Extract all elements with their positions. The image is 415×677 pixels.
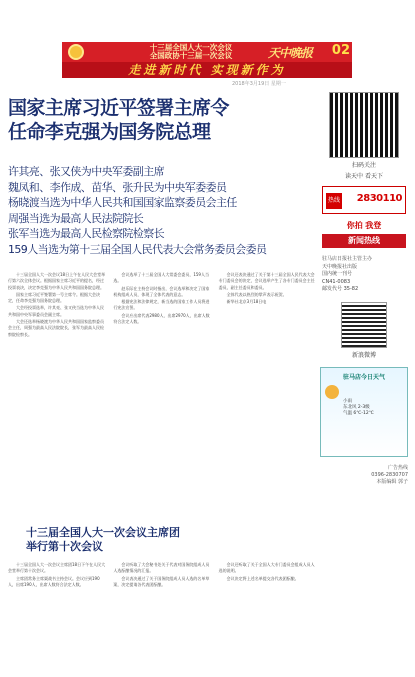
qr2-caption: 新浪微博 (351, 351, 376, 359)
second-column-3 (219, 562, 318, 677)
paragraph: 会议还听取了关于全国人大专门委员会组成人员人选的说明。 (218, 562, 315, 574)
paragraph: 会议表决通过了关于国务院组成人员人选的名单草案，决定提请各代表团酝酿。 (113, 575, 210, 587)
paragraph: 大会还选举杨晓渡为中华人民共和国国家监察委员会主任，周强为最高人民法院院长，张军为最高人民检察院检察长。 (8, 319, 104, 337)
paragraph: 十三届全国人大一次会议18日上午在人民大会堂举行第六次全体会议。根据国家主席习近平的提名，经过投票表决，决定李克强为中华人民共和国国务院总理。 (8, 272, 106, 290)
info-line: CN41-0083 (322, 278, 351, 285)
info-line: 邮发代号 35-82 (322, 286, 359, 292)
paragraph: 新华社北京3月18日电 (226, 299, 267, 305)
subhead-2: 魏凤和、李作成、苗华、张升民为中央军委委员 (8, 180, 227, 194)
masthead-slogan: 走进新时代 实现新作为 (62, 62, 352, 78)
hotline-tag: 热线 (326, 193, 342, 209)
paragraph: 赵乐际在主持会议时指出，会议选举和决定了国家机构组成人员，体现了全体代表的意志。 (113, 285, 210, 297)
slogan-pre: 你拍 (346, 221, 363, 230)
bottom-line: 0396-2830707 (371, 471, 408, 478)
paragraph: 十三届全国人大一次会议主席团18日下午在人民大会堂举行第十次会议。 (8, 562, 106, 574)
info-line: 驻马店日报社主管主办 (322, 256, 373, 262)
sidebar-slogan (322, 220, 406, 231)
subhead-5: 张军当选为最高人民检察院检察长 (8, 227, 164, 240)
masthead (62, 42, 352, 78)
second-column-2 (113, 562, 212, 677)
bottom-line: 广告热线 (387, 464, 408, 471)
masthead-session-text (136, 44, 246, 60)
paragraph: 会议还表决通过了关于第十三届全国人民代表大会专门委员会的决定，会议选举产生了各专门委员会主任委员、副主任委员和委员。 (218, 272, 315, 290)
weather-row: 气温 6℃-12℃ (343, 410, 374, 416)
masthead-line-2: 全国政协十三届一次会议 (149, 51, 233, 60)
bottom-line: 本版编辑 郭子 (376, 478, 408, 485)
page-number: 02 (331, 43, 350, 58)
publisher-info (322, 256, 406, 294)
body-column-2 (113, 272, 212, 507)
info-line: 国内统一刊号 (322, 271, 353, 277)
slogan-mid: 我登 (365, 221, 382, 230)
subhead-3: 杨晓渡当选为中华人民共和国国家监察委员会主任 (8, 196, 237, 209)
body-column-1 (8, 272, 107, 507)
second-headline-line-1: 十三届全国人大一次会议主席团 (26, 526, 180, 539)
paragraph: 主席团常务主席栗战书主持会议。会议应到190人，出席190人，出席人数符合法定人数。 (8, 575, 100, 587)
weather-row: 东北风 2-3级 (343, 404, 370, 410)
second-headline (26, 526, 180, 554)
weather-title: 驻马店今日天气 (342, 373, 385, 381)
emblem-icon (68, 44, 84, 60)
qr-caption: 扫码关注 (351, 162, 376, 169)
masthead-brand: 天中晚报 (268, 46, 313, 60)
weibo-qr-icon (341, 302, 387, 348)
weather-sun-icon (325, 385, 339, 399)
paragraph: 会议选举了十三届全国人大常委会委员，159人当选。 (113, 272, 209, 284)
sidebar-bottom-info (320, 465, 408, 486)
hotline-box (322, 186, 406, 214)
masthead-top-band (62, 42, 352, 62)
weather-row: 小雨 (343, 398, 352, 404)
hotline-number: 2830110 (356, 193, 402, 204)
paragraph: 大会经投票选举，许其亮、张又侠当选为中华人民共和国中央军事委员会副主席。 (8, 305, 104, 317)
weather-box (320, 367, 408, 457)
paragraph: 国家主席习近平签署第一号主席令。根据大会决定，任命李克强为国务院总理。 (8, 291, 100, 304)
sidebar (318, 92, 410, 672)
headline-line-2: 任命李克强为国务院总理 (8, 121, 211, 143)
paragraph: 全体代表以热烈的掌声表示祝贺。 (226, 291, 287, 297)
qr-code-icon (329, 92, 399, 158)
paragraph: 根据宪法和法律规定，新当选的国家工作人员将进行宪法宣誓。 (113, 299, 210, 311)
subhead-1: 许其亮、张又侠为中央军委副主席 (8, 165, 164, 178)
subheads (8, 164, 318, 257)
second-headline-line-2: 举行第十次会议 (26, 540, 103, 553)
paragraph: 会议决定将上述名单提交各代表团酝酿。 (226, 575, 299, 581)
paragraph: 会议应出席代表2980人，出席2970人，出席人数符合法定人数。 (113, 312, 210, 325)
subhead-4: 周强当选为最高人民法院院长 (8, 211, 144, 225)
news-hotline-band: 新闻热线 (322, 234, 406, 248)
article-body (8, 272, 318, 507)
info-line: 天中晚报社出版 (322, 263, 358, 270)
issue-date: 2018年3月19日 星期一 (232, 81, 286, 87)
masthead-line-1: 十三届全国人大一次会议 (149, 43, 233, 52)
headline-line-1: 国家主席习近平签署主席令 (8, 97, 229, 119)
body-column-3 (219, 272, 318, 507)
paragraph: 会议听取了大会秘书处关于代表对国务院组成人员人选酝酿情况的汇报。 (113, 562, 210, 574)
second-column-1 (8, 562, 107, 677)
subhead-6: 159人当选为第十三届全国人民代表大会常务委员会委员 (8, 242, 267, 256)
second-article-body (8, 562, 318, 677)
qr-caption-2: 读天中 看天下 (345, 173, 383, 180)
